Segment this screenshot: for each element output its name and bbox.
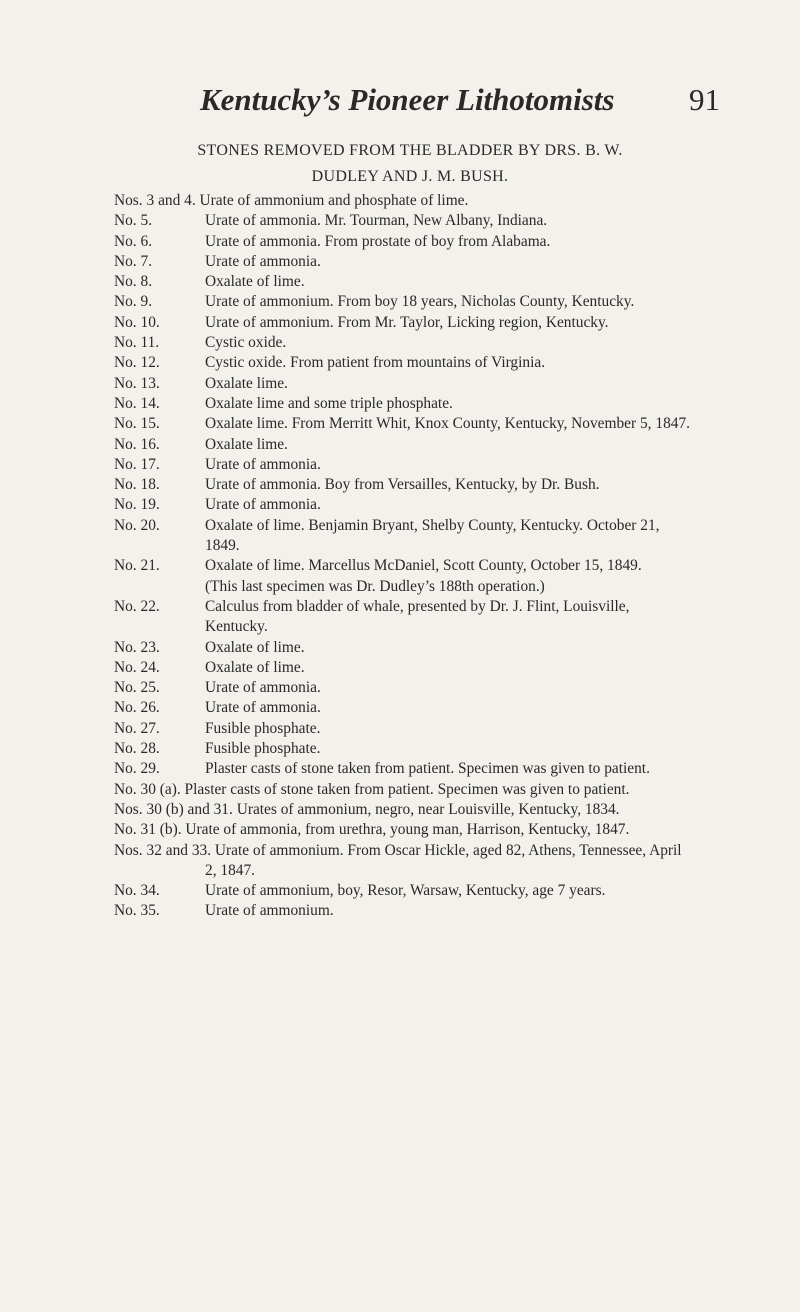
entry-number: No. 24.	[114, 658, 160, 676]
list-item	[114, 739, 694, 759]
list-item	[114, 252, 694, 272]
entry-text: Urate of ammonia. Mr. Tourman, New Albany, Indiana.	[205, 212, 548, 230]
entry-number: Nos. 30	[114, 800, 162, 818]
entry-text: Urate of ammonium. From boy 18 years, Nicholas County, Kentucky.	[205, 293, 635, 311]
entry-text: Urate of ammonia.	[205, 679, 321, 697]
entry-number: No. 23.	[114, 638, 160, 656]
entry-text: Plaster casts of stone taken from patient. Specimen was given to patient.	[205, 760, 650, 778]
entry-text: Oxalate of lime.	[205, 638, 305, 656]
list-item	[114, 658, 694, 678]
entry-text: Oxalate lime.	[205, 435, 288, 453]
entry-text: (b) and 31. Urates of ammonium, negro, near Louisville, Kentucky, 1834.	[165, 800, 620, 818]
entry-number: No. 8.	[114, 273, 153, 291]
page-title	[110, 138, 710, 190]
entry-text: Cystic oxide. From patient from mountains of Virginia.	[205, 354, 546, 372]
entry-number: No. 22.	[114, 597, 160, 615]
entry-note: (This last specimen was Dr. Dudley’s 188th operation.)	[205, 577, 545, 595]
entry-number: No. 26.	[114, 699, 160, 717]
entry-number: No. 16.	[114, 435, 160, 453]
entry-text: Oxalate of lime. Marcellus McDaniel, Scott County, October 15, 1849.	[205, 557, 642, 575]
entry-number: No. 10.	[114, 313, 160, 331]
entry-number: No. 15.	[114, 415, 160, 433]
page-number: 91	[689, 82, 720, 117]
list-item	[114, 516, 694, 557]
entry-text: (b). Urate of ammonia, from urethra, young man, Harrison, Kentucky, 1847.	[159, 821, 630, 839]
entry-number: No. 30	[114, 780, 156, 798]
list-item	[114, 556, 694, 597]
entry-text: Urate of ammonia.	[205, 699, 321, 717]
entry-number: No. 12.	[114, 354, 160, 372]
list-item	[114, 455, 694, 475]
running-title: Kentucky’s Pioneer Lithotomists	[200, 82, 615, 117]
list-item	[114, 191, 694, 211]
entry-number: No. 18.	[114, 476, 160, 494]
entry-text: Urate of ammonia.	[205, 496, 321, 514]
entry-number: No. 9.	[114, 293, 153, 311]
entry-text: Urate of ammonia.	[205, 252, 321, 270]
list-item	[114, 800, 694, 820]
list-item	[114, 678, 694, 698]
entry-number: No. 31	[114, 821, 156, 839]
list-item	[114, 820, 694, 840]
entry-text: Urate of ammonium, boy, Resor, Warsaw, Kentucky, age 7 years.	[205, 882, 606, 900]
list-item	[114, 901, 694, 921]
entry-number: No. 28.	[114, 740, 160, 758]
list-item	[114, 313, 694, 333]
list-item	[114, 841, 694, 882]
entry-number: No. 13.	[114, 374, 160, 392]
entry-text: Oxalate of lime. Benjamin Bryant, Shelby County, Kentucky. October 21, 1849.	[205, 516, 660, 555]
list-item	[114, 638, 694, 658]
entry-number: No. 20.	[114, 516, 160, 534]
list-item	[114, 597, 694, 638]
entry-text: and 4. Urate of ammonium and phosphate of lime.	[158, 192, 469, 209]
list-item	[114, 759, 694, 779]
page-title-line-2: DUDLEY AND J. M. BUSH.	[311, 168, 509, 185]
entry-number: No. 19.	[114, 496, 160, 514]
page-title-line-1: STONES REMOVED FROM THE BLADDER BY DRS. B. W.	[197, 142, 623, 159]
entry-text: Fusible phosphate.	[205, 719, 321, 737]
entry-number: No. 14.	[114, 394, 160, 412]
entry-number: No. 17.	[114, 455, 160, 473]
list-item	[114, 232, 694, 252]
list-item	[114, 881, 694, 901]
list-item	[114, 414, 694, 434]
entry-number: Nos. 3	[114, 192, 155, 209]
list-item	[114, 698, 694, 718]
entry-text: Urate of ammonium.	[205, 902, 334, 920]
entry-text: Urate of ammonium. From Mr. Taylor, Licking region, Kentucky.	[205, 313, 609, 331]
list-item	[114, 292, 694, 312]
entry-text: Calculus from bladder of whale, presented by Dr. J. Flint, Louisville, Kentucky.	[205, 597, 630, 636]
entry-number: No. 6.	[114, 232, 153, 250]
entry-text: Oxalate lime. From Merritt Whit, Knox County, Kentucky, November 5, 1847.	[205, 415, 691, 433]
list-item	[114, 435, 694, 455]
running-head	[200, 82, 720, 118]
entry-number: Nos. 32	[114, 841, 162, 859]
list-item	[114, 394, 694, 414]
list-item	[114, 495, 694, 515]
entry-text: Urate of ammonia. Boy from Versailles, Kentucky, by Dr. Bush.	[205, 476, 600, 494]
list-item	[114, 211, 694, 231]
entry-number: No. 29.	[114, 760, 160, 778]
entry-text: Oxalate lime.	[205, 374, 288, 392]
entry-number: No. 25.	[114, 679, 160, 697]
entry-number: No. 21.	[114, 557, 160, 575]
entry-number: No. 35.	[114, 902, 160, 920]
entry-text: and 33. Urate of ammonium. From Oscar Hickle, aged 82, Athens, Tennessee, April 2, 1847.	[165, 841, 682, 879]
entry-text: Fusible phosphate.	[205, 740, 321, 758]
entry-text: Urate of ammonia.	[205, 455, 321, 473]
entry-list	[114, 191, 694, 922]
entry-text: Oxalate of lime.	[205, 273, 305, 291]
list-item	[114, 475, 694, 495]
entry-number: No. 11.	[114, 334, 160, 352]
list-item	[114, 333, 694, 353]
entry-text: (a). Plaster casts of stone taken from patient. Specimen was given to patient.	[159, 780, 630, 798]
entry-number: No. 34.	[114, 882, 160, 900]
entry-number: No. 7.	[114, 252, 153, 270]
list-item	[114, 272, 694, 292]
entry-text: Cystic oxide.	[205, 334, 287, 352]
entry-text: Oxalate lime and some triple phosphate.	[205, 394, 453, 412]
list-item	[114, 780, 694, 800]
entry-number: No. 5.	[114, 212, 153, 230]
entry-number: No. 27.	[114, 719, 160, 737]
list-item	[114, 353, 694, 373]
entry-text: Urate of ammonia. From prostate of boy from Alabama.	[205, 232, 551, 250]
list-item	[114, 374, 694, 394]
entry-text: Oxalate of lime.	[205, 658, 305, 676]
list-item	[114, 719, 694, 739]
